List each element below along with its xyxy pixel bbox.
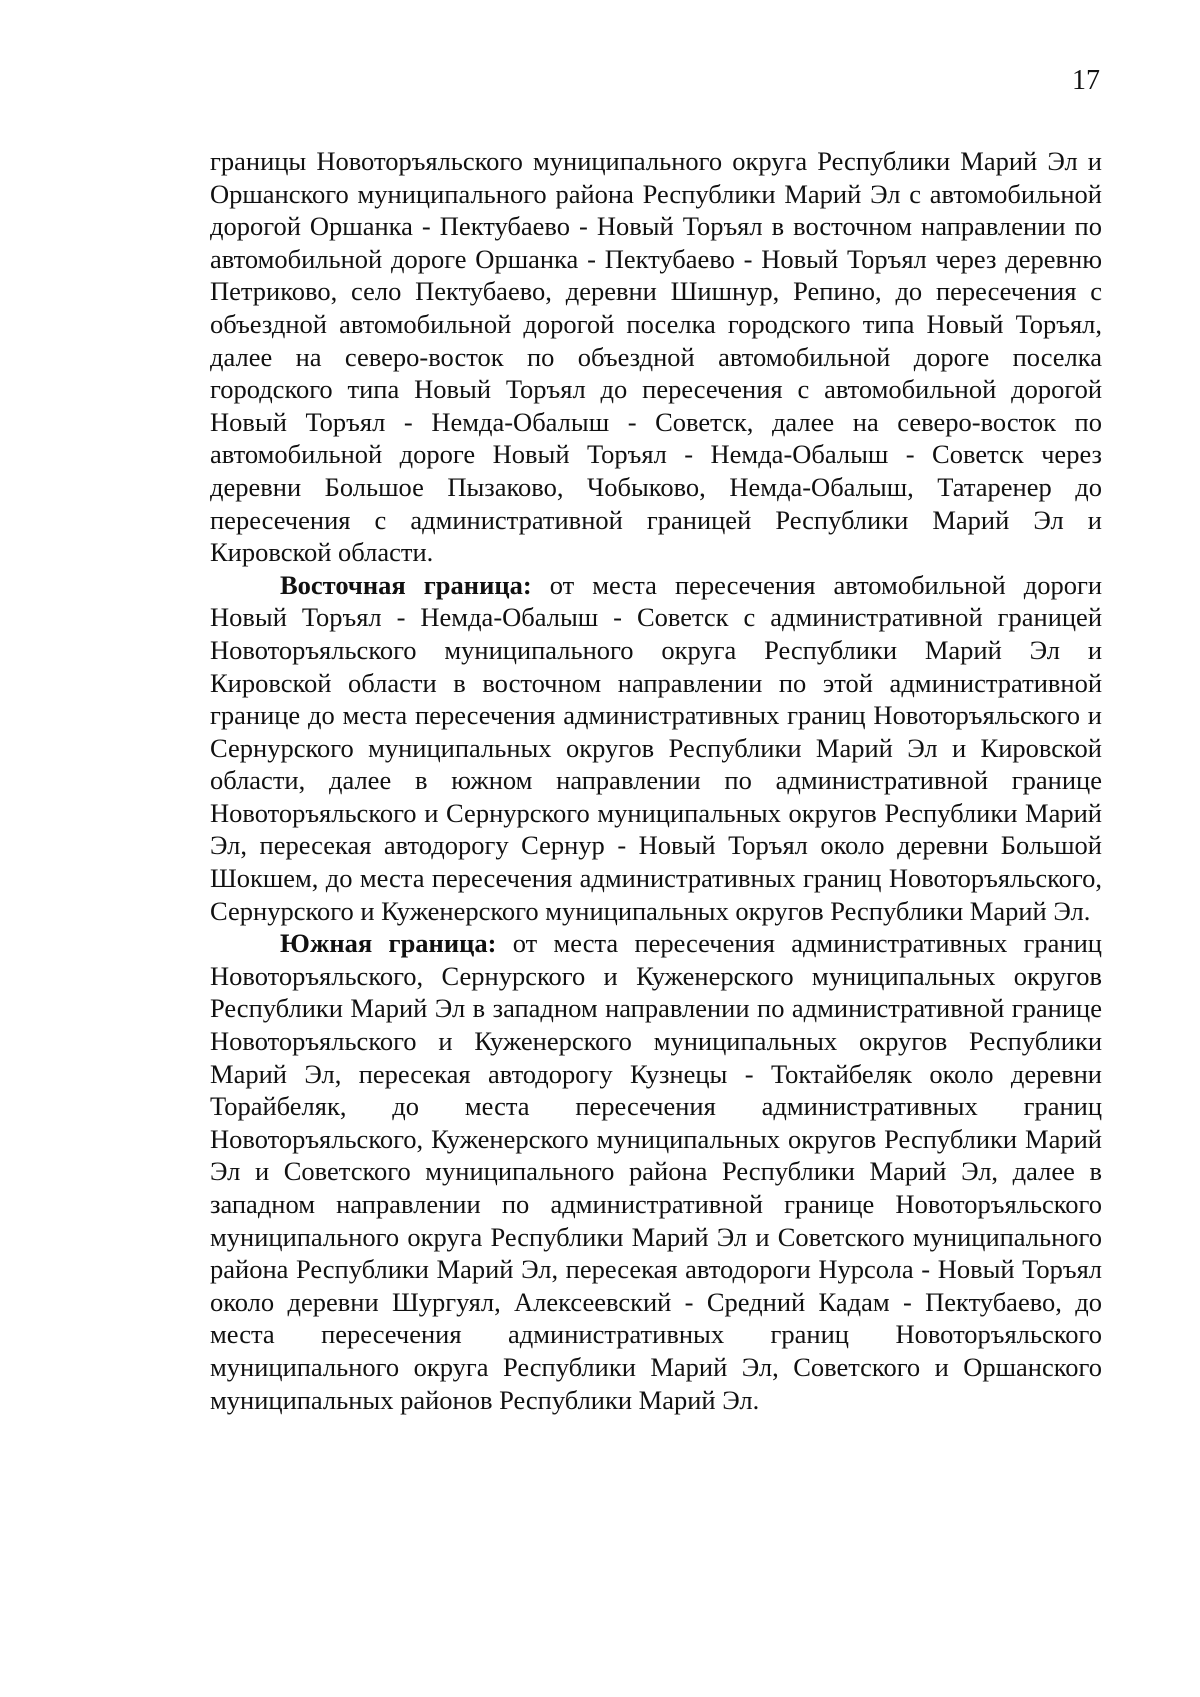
paragraph-heading-southern: Южная граница: bbox=[280, 928, 497, 959]
paragraph-text: от места пересечения административных границ Новоторъяльского, Сернурского и Куженерского муниципальных округов Республики Марий Эл в западном направлении по административной границе Новоторъяльского и Куженерского муниципальных округов Республики Марий Эл, пересекая автодорогу Кузнецы - Токтайбеляк около деревни Торайбеляк, до места пересечения административных границ Новоторъяльского, Куженерского муниципальных округов Республики Марий Эл и Советского муниципального района Республики Марий Эл, далее в западном направлении по административной границе Новоторъяльского муниципального округа Республики Марий Эл и Советского муниципального района Республики Марий Эл, пересекая автодороги Нурсола - Новый Торъял около деревни Шургуял, Алексеевский - Средний Кадам - Пектубаево, до места пересечения административных границ Новоторъяльского муниципального округа Республики Марий Эл, Советского и Оршанского муниципальных районов Республики Марий Эл. bbox=[210, 928, 1102, 1415]
paragraph-heading-eastern: Восточная граница: bbox=[280, 569, 532, 600]
document-body bbox=[210, 145, 1102, 1416]
paragraph-north-border-continuation bbox=[210, 145, 1102, 569]
paragraph-southern-border bbox=[210, 927, 1102, 1416]
paragraph-text: от места пересечения автомобильной дороги Новый Торъял - Немда-Обалыш - Советск с административной границей Новоторъяльского муниципального округа Республики Марий Эл и Кировской области в восточном направлении по этой административной границе до места пересечения административных границ Новоторъяльского и Сернурского муниципальных округов Республики Марий Эл и Кировской области, далее в южном направлении по административной границе Новоторъяльского и Сернурского муниципальных округов Республики Марий Эл, пересекая автодорогу Сернур - Новый Торъял около деревни Большой Шокшем, до места пересечения административных границ Новоторъяльского, Сернурского и Куженерского муниципальных округов Республики Марий Эл. bbox=[210, 569, 1103, 926]
paragraph-text: границы Новоторъяльского муниципального округа Республики Марий Эл и Оршанского муниципального района Республики Марий Эл с автомобильной дорогой Оршанка - Пектубаево - Новый Торъял в восточном направлении по автомобильной дороге Оршанка - Пектубаево - Новый Торъял через деревню Петриково, село Пектубаево, деревни Шишнур, Репино, до пересечения с объездной автомобильной дорогой поселка городского типа Новый Торъял, далее на северо-восток по объездной автомобильной дороге поселка городского типа Новый Торъял до пересечения с автомобильной дорогой Новый Торъял - Немда-Обалыш - Советск, далее на северо-восток по автомобильной дороге Новый Торъял - Немда-Обалыш - Советск через деревни Большое Пызаково, Чобыково, Немда-Обалыш, Татаренер до пересечения с административной границей Республики Марий Эл и Кировской области. bbox=[210, 146, 1102, 568]
paragraph-eastern-border bbox=[210, 569, 1102, 928]
page-number: 17 bbox=[1072, 65, 1100, 96]
